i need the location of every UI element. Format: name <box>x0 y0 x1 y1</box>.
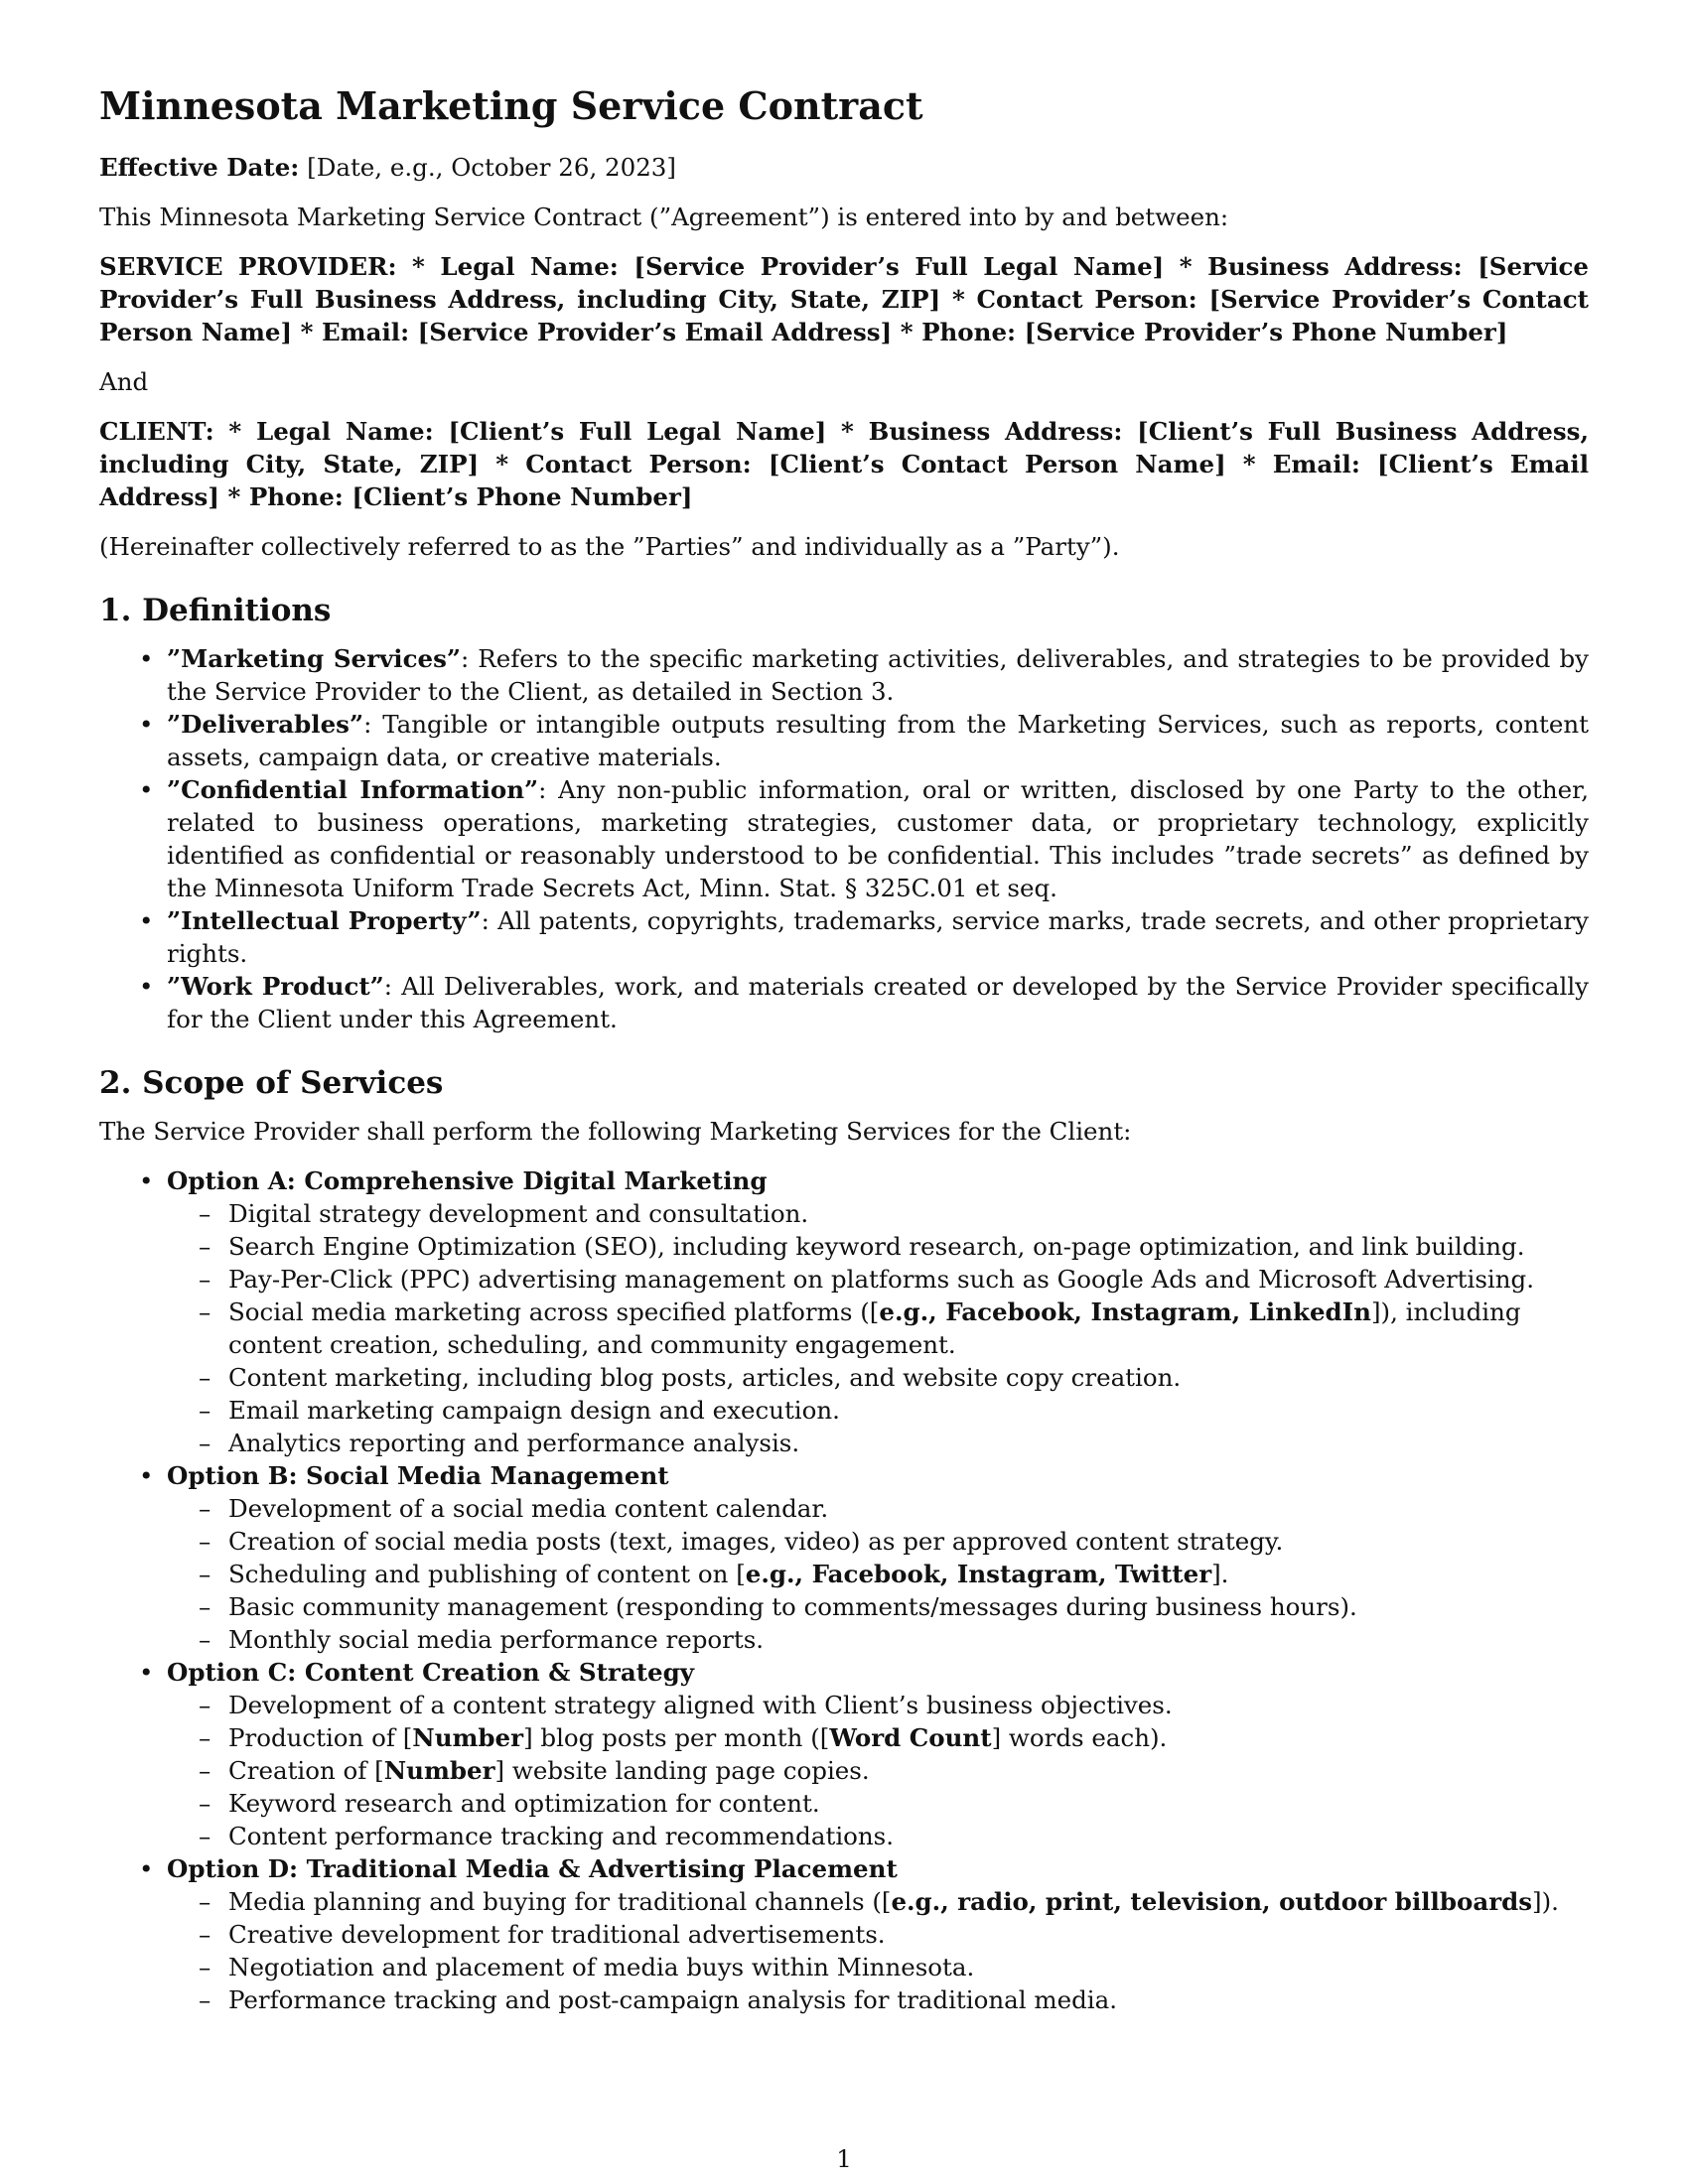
list-item: – Basic community management (responding to comments/messages during business hours). <box>228 1590 1589 1623</box>
option-c-items <box>167 1689 1589 1852</box>
section-1-heading: 1. Definitions <box>99 593 332 628</box>
definition-term: ”Confidential Information” <box>167 775 539 804</box>
list-item: – Performance tracking and post-campaign analysis for traditional media. <box>228 1983 1589 2016</box>
list-item: – Keyword research and optimization for content. <box>228 1787 1589 1820</box>
list-item: – Search Engine Optimization (SEO), including keyword research, on-page optimization, and link building. <box>228 1230 1589 1263</box>
provider-email-label: Email: <box>322 318 410 346</box>
channels-placeholder: e.g., radio, print, television, outdoor billboards <box>891 1887 1533 1916</box>
client-address-value: [Client’s Full Business Address, including City, State, ZIP] <box>99 417 1590 478</box>
text-run: Media planning and buying for traditional channels ([ <box>228 1887 892 1916</box>
option-d-items <box>167 1885 1589 2016</box>
provider-legal-value: [Service Provider’s Full Legal Name] <box>633 252 1165 281</box>
text-run: ]. <box>1211 1560 1229 1588</box>
list-item <box>228 1558 1589 1590</box>
definition-item <box>167 970 1589 1035</box>
client-email-value: [Client’s Email Address] <box>99 450 1589 511</box>
effective-date-label: Effective Date: <box>99 153 300 182</box>
provider-address-label: Business Address: <box>1207 252 1463 281</box>
intro-paragraph: This Minnesota Marketing Service Contract (”Agreement”) is entered into by and between: <box>99 203 1229 231</box>
definition-text: : All Deliverables, work, and materials created or developed by the Service Provider specifically for the Client under this Agreement. <box>167 972 1589 1033</box>
service-provider-block: SERVICE PROVIDER: * Legal Name: [Service Provider’s Full Legal Name] * Business Address: [Service Provider’s Full Business Address, including City, State, ZIP] * Contact Person: [Service Provider’s Contact Person Name] * Email: [Service Provider’s Email Address] * Phone: [Service Provider’s Phone Number] <box>99 252 1590 346</box>
platforms-placeholder: e.g., Facebook, Instagram, LinkedIn <box>879 1297 1371 1326</box>
client-heading: CLIENT: <box>99 417 214 446</box>
provider-address-value: [Service Provider’s Full Business Address, including City, State, ZIP] <box>99 252 1590 314</box>
list-item: – Development of a social media content calendar. <box>228 1492 1589 1525</box>
list-item <box>228 1754 1589 1787</box>
text-run: ]), including content creation, scheduling, and community engagement. <box>228 1297 1521 1359</box>
list-item: – Content performance tracking and recommendations. <box>228 1820 1589 1852</box>
definitions-list <box>99 642 1589 1035</box>
definition-text: : Tangible or intangible outputs resulting from the Marketing Services, such as reports, content assets, campaign data, or creative materials. <box>167 710 1589 771</box>
document-title: Minnesota Marketing Service Contract <box>99 83 923 128</box>
client-contact-value: [Client’s Contact Person Name] <box>768 450 1226 478</box>
definition-term: ”Marketing Services” <box>167 644 461 673</box>
option-a <box>167 1164 1589 1459</box>
parties-note: (Hereinafter collectively referred to as the ”Parties” and individually as a ”Party”). <box>99 532 1120 561</box>
list-item: – Pay-Per-Click (PPC) advertising management on platforms such as Google Ads and Microsoft Advertising. <box>228 1263 1589 1296</box>
option-d <box>167 1852 1589 2016</box>
provider-email-value: [Service Provider’s Email Address] <box>417 318 893 346</box>
number-placeholder: Number <box>412 1723 524 1752</box>
number-placeholder: Number <box>383 1756 495 1785</box>
client-legal-value: [Client’s Full Legal Name] <box>448 417 827 446</box>
text-run: ] blog posts per month ([ <box>523 1723 830 1752</box>
definition-text: : All patents, copyrights, trademarks, service marks, trade secrets, and other proprietary rights. <box>167 906 1590 968</box>
list-item: – Email marketing campaign design and execution. <box>228 1394 1589 1427</box>
text-run: ] words each). <box>991 1723 1168 1752</box>
list-item: – Analytics reporting and performance analysis. <box>228 1427 1589 1459</box>
text-run: Creation of [ <box>228 1756 384 1785</box>
list-item: – Content marketing, including blog posts, articles, and website copy creation. <box>228 1361 1589 1394</box>
effective-date-value: [Date, e.g., October 26, 2023] <box>307 153 676 182</box>
list-item: – Creative development for traditional advertisements. <box>228 1918 1589 1951</box>
text-run: ]). <box>1532 1887 1559 1916</box>
list-item <box>228 1885 1589 1918</box>
client-block: CLIENT: * Legal Name: [Client’s Full Legal Name] * Business Address: [Client’s Full Business Address, including City, State, ZIP] * Contact Person: [Client’s Contact Person Name] * Email: [Client’s Email Address] * Phone: [Client’s Phone Number] <box>99 417 1590 511</box>
list-item <box>228 1296 1589 1361</box>
list-item: – Monthly social media performance reports. <box>228 1623 1589 1656</box>
client-address-label: Business Address: <box>868 417 1123 446</box>
definition-item <box>167 642 1589 708</box>
page-number: 1 <box>836 2144 852 2173</box>
list-item: – Creation of social media posts (text, images, video) as per approved content strategy. <box>228 1525 1589 1558</box>
provider-phone-value: [Service Provider’s Phone Number] <box>1024 318 1508 346</box>
client-phone-label: Phone: <box>248 482 344 511</box>
option-a-items <box>167 1197 1589 1459</box>
client-contact-label: Contact Person: <box>525 450 752 478</box>
provider-legal-label: Legal Name: <box>440 252 619 281</box>
section-2-heading: 2. Scope of Services <box>99 1065 444 1101</box>
client-legal-label: Legal Name: <box>255 417 434 446</box>
effective-date <box>99 151 1589 184</box>
option-c-title: Option C: Content Creation & Strategy <box>167 1658 694 1687</box>
word-count-placeholder: Word Count <box>829 1723 992 1752</box>
option-b <box>167 1459 1589 1656</box>
definition-term: ”Work Product” <box>167 972 384 1001</box>
text-run: Social media marketing across specified platforms ([ <box>228 1297 880 1326</box>
service-options-list <box>99 1164 1589 2016</box>
definition-term: ”Intellectual Property” <box>167 906 482 935</box>
definition-item <box>167 708 1589 773</box>
provider-heading: SERVICE PROVIDER: <box>99 252 397 281</box>
list-item: – Digital strategy development and consultation. <box>228 1197 1589 1230</box>
list-item: – Development of a content strategy aligned with Client’s business objectives. <box>228 1689 1589 1721</box>
text-run: Scheduling and publishing of content on [ <box>228 1560 746 1588</box>
definition-item <box>167 904 1589 970</box>
option-b-items <box>167 1492 1589 1656</box>
option-c <box>167 1656 1589 1852</box>
and-text: And <box>99 367 149 396</box>
provider-contact-label: Contact Person: <box>976 285 1197 314</box>
definition-text: : Refers to the specific marketing activities, deliverables, and strategies to be provided by the Service Provider to the Client, as detailed in Section 3. <box>167 644 1590 706</box>
definition-item <box>167 773 1589 904</box>
section-2-intro: The Service Provider shall perform the following Marketing Services for the Client: <box>99 1117 1132 1146</box>
client-phone-value: [Client’s Phone Number] <box>352 482 693 511</box>
list-item: – Negotiation and placement of media buys within Minnesota. <box>228 1951 1589 1983</box>
provider-phone-label: Phone: <box>921 318 1017 346</box>
option-a-title: Option A: Comprehensive Digital Marketing <box>167 1166 768 1195</box>
contract-page <box>99 83 1589 2022</box>
text-run: ] website landing page copies. <box>494 1756 870 1785</box>
option-d-title: Option D: Traditional Media & Advertising Placement <box>167 1854 898 1883</box>
platforms-placeholder: e.g., Facebook, Instagram, Twitter <box>745 1560 1212 1588</box>
list-item <box>228 1721 1589 1754</box>
definition-term: ”Deliverables” <box>167 710 364 739</box>
option-b-title: Option B: Social Media Management <box>167 1461 669 1490</box>
provider-contact-value: [Service Provider’s Contact Person Name] <box>99 285 1589 346</box>
definition-text: : Any non-public information, oral or written, disclosed by one Party to the other, related to business operations, marketing strategies, customer data, or proprietary technology, explicitly identified as confidential or reasonably understood to be confidential. This includes ”trade secrets” as defined by the Minnesota Uniform Trade Secrets Act, Minn. Stat. § 325C.01 et seq. <box>167 775 1589 902</box>
text-run: Production of [ <box>228 1723 413 1752</box>
client-email-label: Email: <box>1272 450 1360 478</box>
